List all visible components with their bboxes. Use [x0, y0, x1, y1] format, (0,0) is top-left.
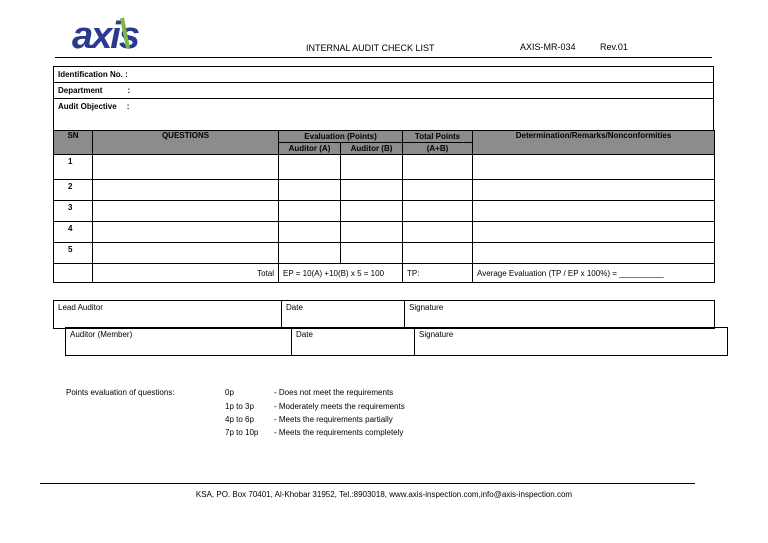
lead-auditor-field[interactable]: Lead Auditor	[54, 301, 282, 329]
document-title: INTERNAL AUDIT CHECK LIST	[306, 43, 435, 53]
member-signature-table	[65, 327, 728, 356]
legend-range: 4p to 6p	[225, 415, 254, 424]
member-date-field[interactable]: Date	[292, 328, 415, 356]
department-label: Department	[58, 86, 103, 95]
legend-title: Points evaluation of questions:	[66, 388, 175, 397]
table-row	[54, 180, 715, 201]
table-row	[54, 222, 715, 243]
auditor-b-cell[interactable]	[341, 222, 403, 243]
col-total-points-header: Total Points	[403, 131, 473, 143]
identification-field[interactable]	[54, 67, 714, 83]
row-number: 2	[54, 180, 93, 201]
col-auditor-a-header: Auditor (A)	[279, 143, 341, 155]
total-points-cell[interactable]	[403, 155, 473, 180]
total-points-cell[interactable]	[403, 222, 473, 243]
axis-logo	[70, 12, 170, 54]
remarks-cell[interactable]	[473, 180, 715, 201]
ep-formula: EP = 10(A) +10(B) x 5 = 100	[279, 264, 403, 283]
question-cell[interactable]	[93, 201, 279, 222]
auditor-a-cell[interactable]	[279, 201, 341, 222]
remarks-cell[interactable]	[473, 201, 715, 222]
legend-description: - Meets the requirements partially	[274, 415, 393, 424]
col-questions-header: QUESTIONS	[93, 131, 279, 155]
legend-description: - Meets the requirements completely	[274, 428, 404, 437]
remarks-cell[interactable]	[473, 243, 715, 264]
document-code: AXIS-MR-034	[520, 42, 576, 52]
col-sn-header: SN	[54, 131, 93, 155]
footer-rule	[40, 483, 695, 484]
total-points-cell[interactable]	[403, 180, 473, 201]
total-label: Total	[93, 264, 279, 283]
question-cell[interactable]	[93, 155, 279, 180]
department-field[interactable]: Department :	[54, 83, 714, 99]
questions-table	[53, 130, 715, 283]
row-number: 4	[54, 222, 93, 243]
legend-range: 0p	[225, 388, 234, 397]
auditor-b-cell[interactable]	[341, 180, 403, 201]
legend-description: - Moderately meets the requirements	[274, 402, 405, 411]
member-signature-field[interactable]: Signature	[415, 328, 728, 356]
average-evaluation[interactable]: Average Evaluation (TP / EP x 100%) = __________	[473, 264, 715, 283]
total-points-cell[interactable]	[403, 201, 473, 222]
col-auditor-b-header: Auditor (B)	[341, 143, 403, 155]
revision-label: Rev.01	[600, 42, 628, 52]
col-total-ab-header: (A+B)	[403, 143, 473, 155]
question-cell[interactable]	[93, 180, 279, 201]
table-row	[54, 201, 715, 222]
question-cell[interactable]	[93, 243, 279, 264]
remarks-cell[interactable]	[473, 155, 715, 180]
auditor-b-cell[interactable]	[341, 155, 403, 180]
header-rule	[55, 57, 712, 58]
row-number: 5	[54, 243, 93, 264]
remarks-cell[interactable]	[473, 222, 715, 243]
auditor-b-cell[interactable]	[341, 201, 403, 222]
total-row	[54, 264, 715, 283]
auditor-member-field[interactable]: Auditor (Member)	[66, 328, 292, 356]
table-row	[54, 243, 715, 264]
legend-description: - Does not meet the requirements	[274, 388, 394, 397]
auditor-a-cell[interactable]	[279, 180, 341, 201]
lead-signature-field[interactable]: Signature	[405, 301, 715, 329]
footer-address: KSA, PO. Box 70401, Al-Khobar 31952, Tel.:8903018, www.axis-inspection.com,info@axis-inspection.com	[195, 490, 573, 499]
table-row	[54, 155, 715, 180]
row-number: 3	[54, 201, 93, 222]
lead-auditor-signature-table	[53, 300, 715, 329]
audit-objective-field[interactable]: Audit Objective :	[54, 99, 714, 133]
auditor-a-cell[interactable]	[279, 243, 341, 264]
legend-range: 7p to 10p	[225, 428, 259, 437]
auditor-b-cell[interactable]	[341, 243, 403, 264]
question-cell[interactable]	[93, 222, 279, 243]
row-number: 1	[54, 155, 93, 180]
legend-range: 1p to 3p	[225, 402, 254, 411]
tp-field[interactable]: TP:	[403, 264, 473, 283]
auditor-a-cell[interactable]	[279, 155, 341, 180]
total-points-cell[interactable]	[403, 243, 473, 264]
col-evaluation-header: Evaluation (Points)	[279, 131, 403, 143]
lead-date-field[interactable]: Date	[282, 301, 405, 329]
identification-table	[53, 66, 714, 133]
logo-text: axis	[72, 15, 138, 54]
col-remarks-header: Determination/Remarks/Nonconformities	[473, 131, 715, 155]
audit-objective-label: Audit Objective	[58, 102, 117, 111]
identification-label: Identification No. :	[58, 70, 128, 79]
auditor-a-cell[interactable]	[279, 222, 341, 243]
